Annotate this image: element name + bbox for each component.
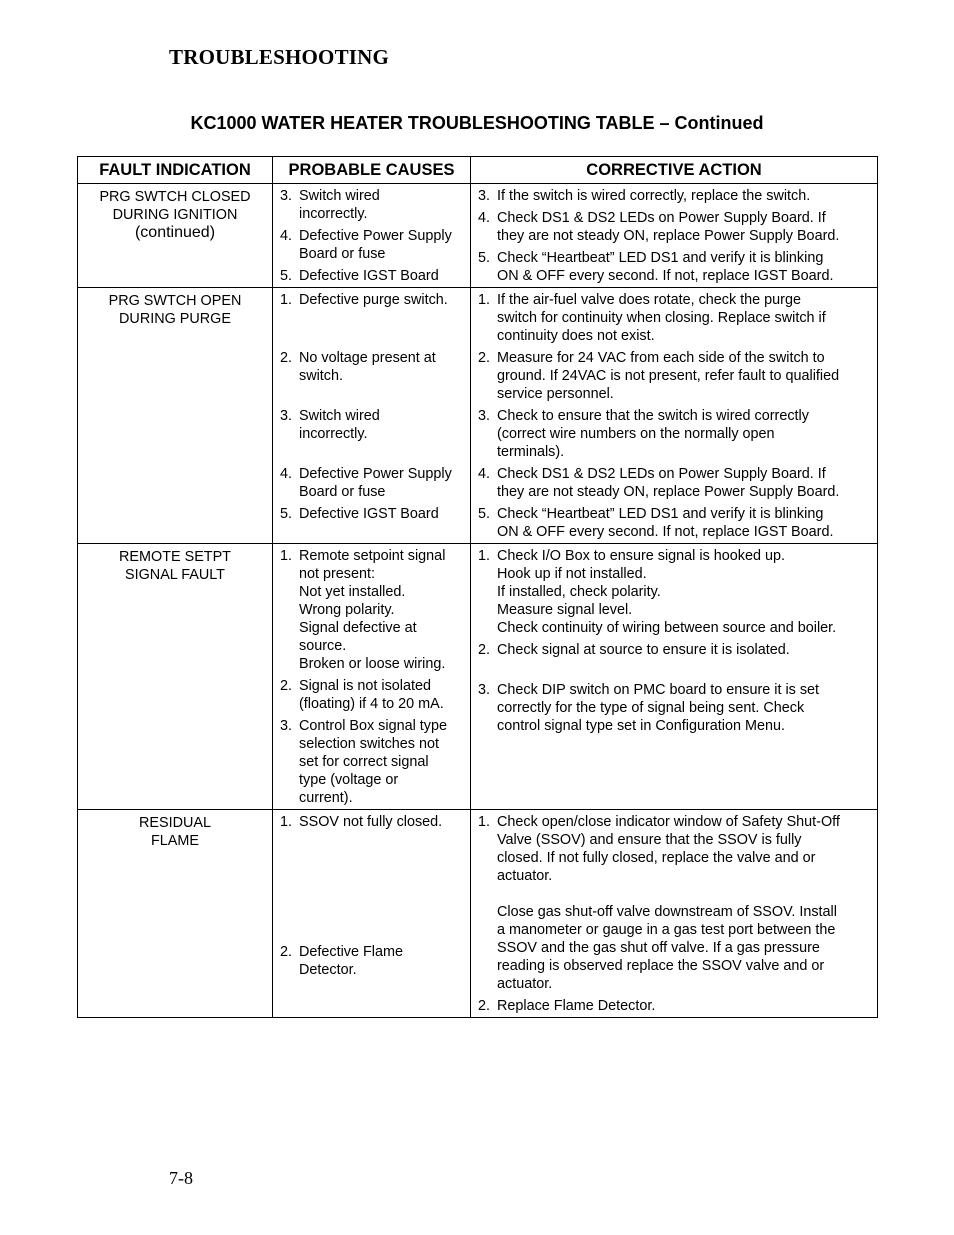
fault-cell [78,184,273,288]
list-item: 2. Check signal at source to ensure it is isolated. [478,642,790,658]
fault-cell [78,810,273,1018]
section-title: TROUBLESHOOTING [169,45,390,69]
list-item: 4. Defective Power Supply Board or fuse [280,228,452,262]
fault-line: DURING IGNITION [112,207,238,223]
list-item: 3. Check to ensure that the switch is wired correctly (correct wire numbers on the normally open terminals). [478,408,809,460]
table-row [78,184,878,288]
list-item: 3. Control Box signal type selection switches not set for correct signal type (voltage or current). [280,718,447,806]
list-item: 2. Signal is not isolated (floating) if 4 to 20 mA. [280,678,444,712]
list-item: 3. Switch wired incorrectly. [280,188,380,222]
fault-cell [78,544,273,810]
list-item: Close gas shut-off valve downstream of SSOV. Install a manometer or gauge in a gas test port between the SSOV and the gas shut off valve. If a gas pressure reading is observed replace the SSOV valve and or actuator. [497,904,837,992]
list-item: 1. Check I/O Box to ensure signal is hooked up. Hook up if not installed. If installed, check polarity. Measure signal level. Check continuity of wiring between source and boiler. [478,548,837,636]
list-item: 3. If the switch is wired correctly, replace the switch. [478,188,811,204]
list-item: 5. Check “Heartbeat” LED DS1 and verify it is blinking ON & OFF every second. If not, replace IGST Board. [478,506,834,540]
list-item: 1. Defective purge switch. [280,292,448,308]
list-item: 1. If the air-fuel valve does rotate, check the purge switch for continuity when closing. Replace switch if continuity does not exist. [478,292,826,344]
fault-line: (continued) [134,224,216,241]
list-item: 2. Measure for 24 VAC from each side of the switch to ground. If 24VAC is not present, refer fault to qualified service personnel. [478,350,840,402]
fault-line: PRG SWTCH OPEN [108,293,242,309]
troubleshooting-table [77,156,878,1018]
causes-cell [273,288,471,544]
list-item: 1. Remote setpoint signal not present: Not yet installed. Wrong polarity. Signal defective at source. Broken or loose wiring. [280,548,446,672]
list-item: 4. Check DS1 & DS2 LEDs on Power Supply Board. If they are not steady ON, replace Power Supply Board. [478,466,840,500]
actions-cell [471,544,878,810]
fault-line: FLAME [151,833,199,849]
actions-cell [471,184,878,288]
fault-line: PRG SWTCH CLOSED [99,189,251,205]
causes-cell [273,184,471,288]
fault-line: DURING PURGE [119,311,231,327]
actions-cell [471,288,878,544]
column-header-action: CORRECTIVE ACTION [471,157,878,184]
table-header-row [78,157,878,184]
list-item: 2. Replace Flame Detector. [478,998,656,1014]
table-row [78,810,878,1018]
page-number: 7-8 [169,1168,193,1188]
table-row [78,544,878,810]
fault-line: RESIDUAL [139,815,211,831]
list-item: 1. Check open/close indicator window of Safety Shut-Off Valve (SSOV) and ensure that the SSOV is fully closed. If not fully closed, replace the valve and or actuator. [478,814,840,884]
actions-cell [471,810,878,1018]
list-item: 2. Defective Flame Detector. [280,944,403,978]
list-item: 3. Check DIP switch on PMC board to ensure it is set correctly for the type of signal being sent. Check control signal type set in Configuration Menu. [478,682,820,734]
list-item: 5. Defective IGST Board [280,506,439,522]
list-item: 2. No voltage present at switch. [280,350,436,384]
list-item: 4. Check DS1 & DS2 LEDs on Power Supply Board. If they are not steady ON, replace Power Supply Board. [478,210,840,244]
table-title: KC1000 WATER HEATER TROUBLESHOOTING TABLE – Continued [190,113,764,133]
list-item: 1. SSOV not fully closed. [280,814,443,830]
list-item: 3. Switch wired incorrectly. [280,408,380,442]
column-header-fault: FAULT INDICATION [78,157,273,184]
list-item: 4. Defective Power Supply Board or fuse [280,466,452,500]
column-header-causes: PROBABLE CAUSES [273,157,471,184]
table-row [78,288,878,544]
fault-line: REMOTE SETPT [119,549,231,565]
causes-cell [273,810,471,1018]
causes-cell [273,544,471,810]
fault-line: SIGNAL FAULT [125,567,225,583]
list-item: 5. Defective IGST Board [280,268,439,284]
list-item: 5. Check “Heartbeat” LED DS1 and verify it is blinking ON & OFF every second. If not, replace IGST Board. [478,250,834,284]
fault-cell [78,288,273,544]
